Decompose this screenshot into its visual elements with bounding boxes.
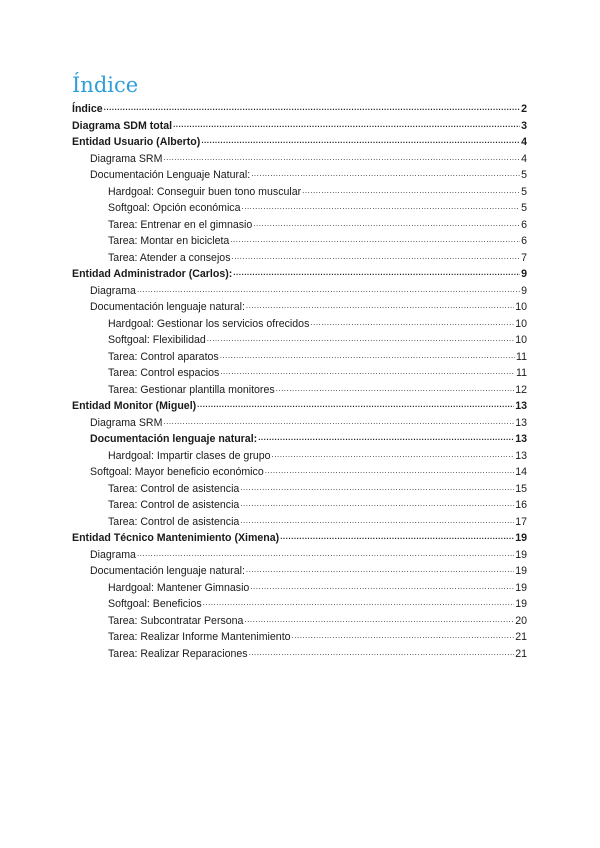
dot-leader — [163, 413, 514, 431]
toc-entry-page-number[interactable]: 6 — [521, 218, 527, 231]
toc-entry-page-number[interactable]: 19 — [515, 598, 527, 610]
toc-entry-label[interactable]: Documentación Lenguaje Natural: — [90, 169, 251, 181]
toc-entry-page-number[interactable]: 2 — [521, 103, 527, 115]
dot-leader — [137, 545, 514, 563]
toc-entry-page-number[interactable]: 20 — [515, 614, 527, 627]
toc-entry-label[interactable]: Tarea: Control de asistencia — [108, 482, 240, 495]
toc-entry-page-number[interactable]: 10 — [515, 334, 527, 346]
toc-entry-page-number[interactable]: 10 — [515, 317, 527, 330]
toc-entry-page-number[interactable]: 3 — [521, 119, 527, 132]
toc-entry-page-number[interactable]: 11 — [516, 350, 527, 363]
dot-leader — [242, 198, 521, 216]
dot-leader — [201, 132, 520, 150]
dot-leader — [249, 644, 515, 662]
toc-heading: Índice — [72, 73, 139, 97]
toc-entry-page-number[interactable]: 19 — [515, 548, 527, 561]
dot-leader — [240, 512, 514, 530]
dot-leader — [240, 479, 514, 497]
toc-entry-page-number[interactable]: 15 — [515, 482, 527, 495]
toc-entry-label[interactable]: Tarea: Montar en bicicleta — [108, 235, 230, 247]
toc-entry-label[interactable]: Tarea: Entrenar en el gimnasio — [108, 218, 253, 231]
toc-entry-label[interactable]: Tarea: Gestionar plantilla monitores — [108, 383, 275, 396]
dot-leader — [220, 363, 515, 381]
toc-entry-label[interactable]: Entidad Técnico Mantenimiento (Ximena) — [72, 532, 280, 544]
toc-entry-page-number[interactable]: 19 — [515, 532, 527, 544]
dot-leader — [302, 182, 520, 200]
toc-entry-page-number[interactable]: 21 — [515, 647, 527, 660]
toc-entry-page-number[interactable]: 5 — [521, 202, 527, 214]
toc-entry-label[interactable]: Entidad Administrador (Carlos): — [72, 268, 233, 280]
toc-entry-label[interactable]: Diagrama SRM — [90, 416, 163, 429]
dot-leader — [233, 264, 520, 282]
toc-entry-label[interactable]: Documentación lenguaje natural: — [90, 433, 258, 445]
toc-entry-label[interactable]: Hardgoal: Conseguir buen tono muscular — [108, 185, 302, 198]
dot-leader — [292, 627, 515, 645]
dot-leader — [265, 462, 514, 480]
toc-entry-page-number[interactable]: 13 — [515, 416, 527, 429]
toc-entry[interactable] — [72, 646, 527, 663]
toc-entry-page-number[interactable]: 17 — [515, 515, 527, 528]
toc-entry-label[interactable]: Hardgoal: Gestionar los servicios ofrecidos — [108, 317, 310, 330]
table-of-contents — [72, 101, 527, 662]
toc-entry-page-number[interactable]: 21 — [515, 631, 527, 643]
dot-leader — [232, 248, 521, 266]
dot-leader — [246, 561, 514, 579]
toc-entry-page-number[interactable]: 4 — [521, 152, 527, 165]
toc-entry-page-number[interactable]: 9 — [521, 268, 527, 280]
toc-entry-page-number[interactable]: 9 — [521, 284, 527, 297]
toc-entry-page-number[interactable]: 6 — [521, 235, 527, 247]
toc-entry-page-number[interactable]: 5 — [521, 169, 527, 181]
dot-leader — [276, 380, 515, 398]
toc-entry-page-number[interactable]: 11 — [516, 367, 527, 379]
toc-entry-label[interactable]: Tarea: Control aparatos — [108, 350, 219, 363]
toc-entry-label[interactable]: Diagrama SRM — [90, 152, 163, 165]
toc-entry-page-number[interactable]: 5 — [521, 185, 527, 198]
dot-leader — [310, 314, 514, 332]
toc-entry-label[interactable]: Softgoal: Mayor beneficio económico — [90, 466, 264, 478]
toc-entry-label[interactable]: Diagrama — [90, 284, 136, 297]
toc-entry-label[interactable]: Tarea: Control de asistencia — [108, 499, 240, 511]
toc-entry-label[interactable]: Softgoal: Flexibilidad — [108, 334, 206, 346]
toc-entry-label[interactable]: Tarea: Control de asistencia — [108, 515, 240, 528]
toc-entry-label[interactable]: Entidad Monitor (Miguel) — [72, 400, 197, 412]
toc-entry-page-number[interactable]: 13 — [515, 449, 527, 462]
dot-leader — [230, 231, 520, 249]
toc-entry-label[interactable]: Hardgoal: Impartir clases de grupo — [108, 449, 271, 462]
dot-leader — [104, 99, 520, 117]
toc-entry-page-number[interactable]: 4 — [521, 136, 527, 148]
toc-entry-label[interactable]: Índice — [72, 103, 103, 115]
toc-entry-page-number[interactable]: 14 — [515, 466, 527, 478]
toc-entry-label[interactable]: Softgoal: Opción económica — [108, 202, 241, 214]
toc-entry-label[interactable]: Tarea: Control espacios — [108, 367, 220, 379]
dot-leader — [280, 528, 514, 546]
dot-leader — [137, 281, 520, 299]
dot-leader — [197, 396, 514, 414]
dot-leader — [246, 297, 514, 315]
dot-leader — [244, 611, 514, 629]
dot-leader — [272, 446, 515, 464]
toc-entry-label[interactable]: Documentación lenguaje natural: — [90, 301, 245, 313]
dot-leader — [173, 116, 520, 134]
dot-leader — [207, 330, 514, 348]
toc-entry-label[interactable]: Tarea: Atender a consejos — [108, 251, 231, 264]
dot-leader — [203, 594, 515, 612]
toc-entry-label[interactable]: Tarea: Realizar Reparaciones — [108, 647, 248, 660]
toc-entry-page-number[interactable]: 7 — [521, 251, 527, 264]
toc-entry-page-number[interactable]: 12 — [515, 383, 527, 396]
dot-leader — [163, 149, 520, 167]
dot-leader — [251, 165, 520, 183]
toc-entry-label[interactable]: Tarea: Subcontratar Persona — [108, 614, 244, 627]
dot-leader — [250, 578, 514, 596]
dot-leader — [240, 495, 514, 513]
toc-entry-page-number[interactable]: 13 — [515, 433, 527, 445]
toc-entry-label[interactable]: Documentación lenguaje natural: — [90, 565, 245, 577]
dot-leader — [253, 215, 520, 233]
toc-entry-label[interactable]: Tarea: Realizar Informe Mantenimiento — [108, 631, 291, 643]
toc-entry-page-number[interactable]: 13 — [515, 400, 527, 412]
toc-entry-label[interactable]: Entidad Usuario (Alberto) — [72, 136, 201, 148]
toc-entry-label[interactable]: Diagrama SDM total — [72, 119, 173, 132]
toc-entry-page-number[interactable]: 19 — [515, 565, 527, 577]
toc-entry-page-number[interactable]: 19 — [515, 581, 527, 594]
toc-entry-label[interactable]: Hardgoal: Mantener Gimnasio — [108, 581, 250, 594]
dot-leader — [220, 347, 515, 365]
toc-entry-label[interactable]: Softgoal: Beneficios — [108, 598, 202, 610]
toc-entry-page-number[interactable]: 16 — [515, 499, 527, 511]
toc-entry-label[interactable]: Diagrama — [90, 548, 136, 561]
dot-leader — [258, 429, 514, 447]
toc-entry-page-number[interactable]: 10 — [515, 301, 527, 313]
